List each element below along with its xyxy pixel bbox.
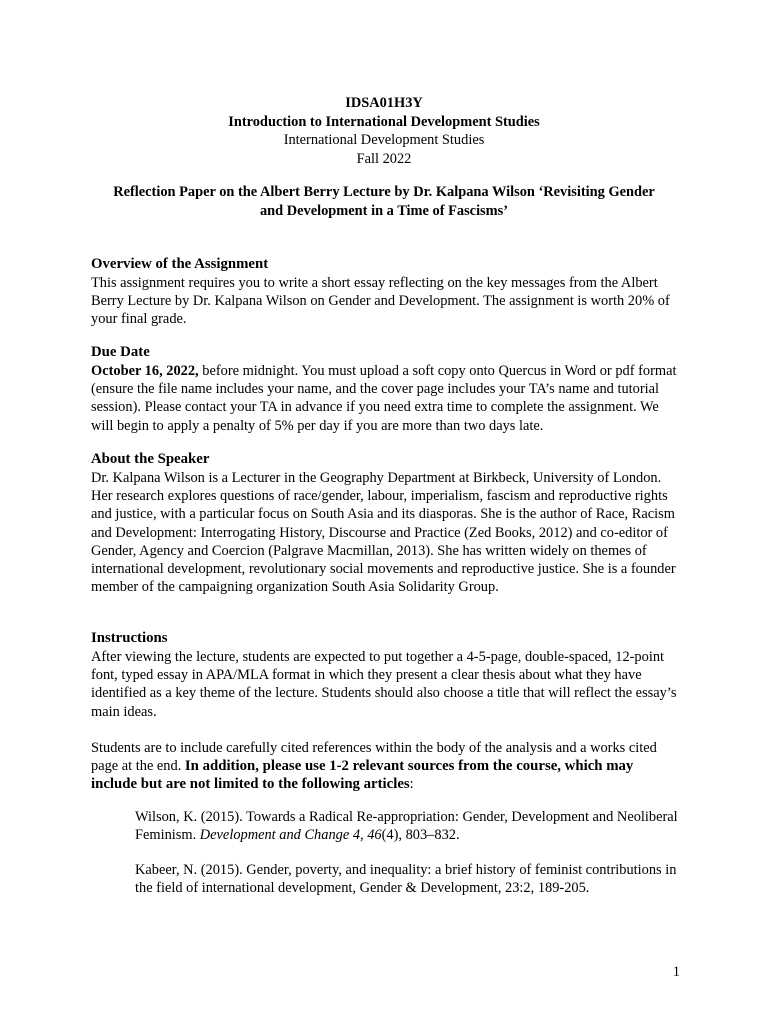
reference-item — [135, 861, 695, 897]
speaker-body: Dr. Kalpana Wilson is a Lecturer in the Geography Department at Birkbeck, University of London. Her research explores questions of race/gender, labour, imperialism, fascism and reproductive rights and justice, with a particular focus on South Asia and its diasporas. She is the author of Race, Racism and Development: Interrogating History, Discourse and Practice (Zed Books, 2012) and co-editor of Gender, Agency and Coercion (Palgrave Macmillan, 2013). She has written widely on themes of international development, revolutionary social movements and reproductive justice. She is a founder member of the campaigning organization South Asia Solidarity Group. — [91, 470, 676, 596]
due-date-heading: Due Date — [91, 344, 150, 360]
instructions-heading: Instructions — [91, 630, 168, 646]
due-date-body — [91, 362, 681, 435]
term: Fall 2022 — [356, 150, 412, 167]
instructions-body-2 — [91, 739, 681, 794]
course-title: Introduction to International Development Studies — [228, 113, 540, 130]
instructions-body-2-end: : — [409, 776, 414, 793]
program-name: International Development Studies — [283, 132, 485, 149]
reference-text: Wilson, K. (2015). Towards a Radical Re-appropriation: Gender, Development and Neoliberal Feminism. — [135, 809, 678, 844]
overview-section — [91, 255, 681, 329]
reference-volume: 46 — [367, 827, 382, 844]
due-date-text: before midnight. You must upload a soft copy onto Quercus in Word or pdf format (ensure the file name includes your name, and the cover page includes your TA’s name and tutorial session). Please contact your TA in advance if you need extra time to complete the assignment. We will begin to apply a penalty of 5% per day if you are more than two days late. — [91, 363, 677, 434]
course-code: IDSA01H3Y — [345, 95, 423, 111]
reference-text: (4), 803–832. — [381, 827, 460, 844]
reference-text: , — [360, 827, 368, 844]
assignment-title-line2: and Development in a Time of Fascisms’ — [259, 203, 509, 219]
course-header — [0, 94, 768, 168]
instructions-body-1: After viewing the lecture, students are expected to put together a 4-5-page, double-spaced, 12-point font, typed essay in APA/MLA format in which they present a clear thesis about what they have identified as a key theme of the lecture. Students should also choose a title that will reflect the essay’s main ideas. — [91, 649, 677, 720]
reference-journal: Development and Change 4 — [199, 827, 361, 844]
instructions-body-2-plain: Students are to include carefully cited references within the body of the analysis and a works cited page at the end. — [91, 739, 657, 775]
overview-heading: Overview of the Assignment — [91, 256, 269, 272]
instructions-section — [91, 629, 681, 793]
page-number: 1 — [672, 964, 680, 980]
speaker-heading: About the Speaker — [91, 451, 210, 467]
assignment-title-line1: Reflection Paper on the Albert Berry Lecture by Dr. Kalpana Wilson ‘Revisiting Gender — [113, 184, 655, 200]
reference-item — [135, 808, 695, 844]
due-date-section — [91, 343, 681, 435]
instructions-body-2-bold: In addition, please use 1-2 relevant sources from the course, which may include but are not limited to the following articles — [91, 758, 634, 793]
speaker-section — [91, 450, 681, 596]
reference-text: Kabeer, N. (2015). Gender, poverty, and inequality: a brief history of feminist contributions in the field of international development, Gender & Development, 23:2, 189-205. — [135, 862, 677, 897]
overview-body: This assignment requires you to write a short essay reflecting on the key messages from the Albert Berry Lecture by Dr. Kalpana Wilson on Gender and Development. The assignment is worth 20% of your final grade. — [91, 275, 670, 328]
due-date-value: October 16, 2022, — [91, 363, 199, 379]
assignment-title — [60, 183, 708, 221]
